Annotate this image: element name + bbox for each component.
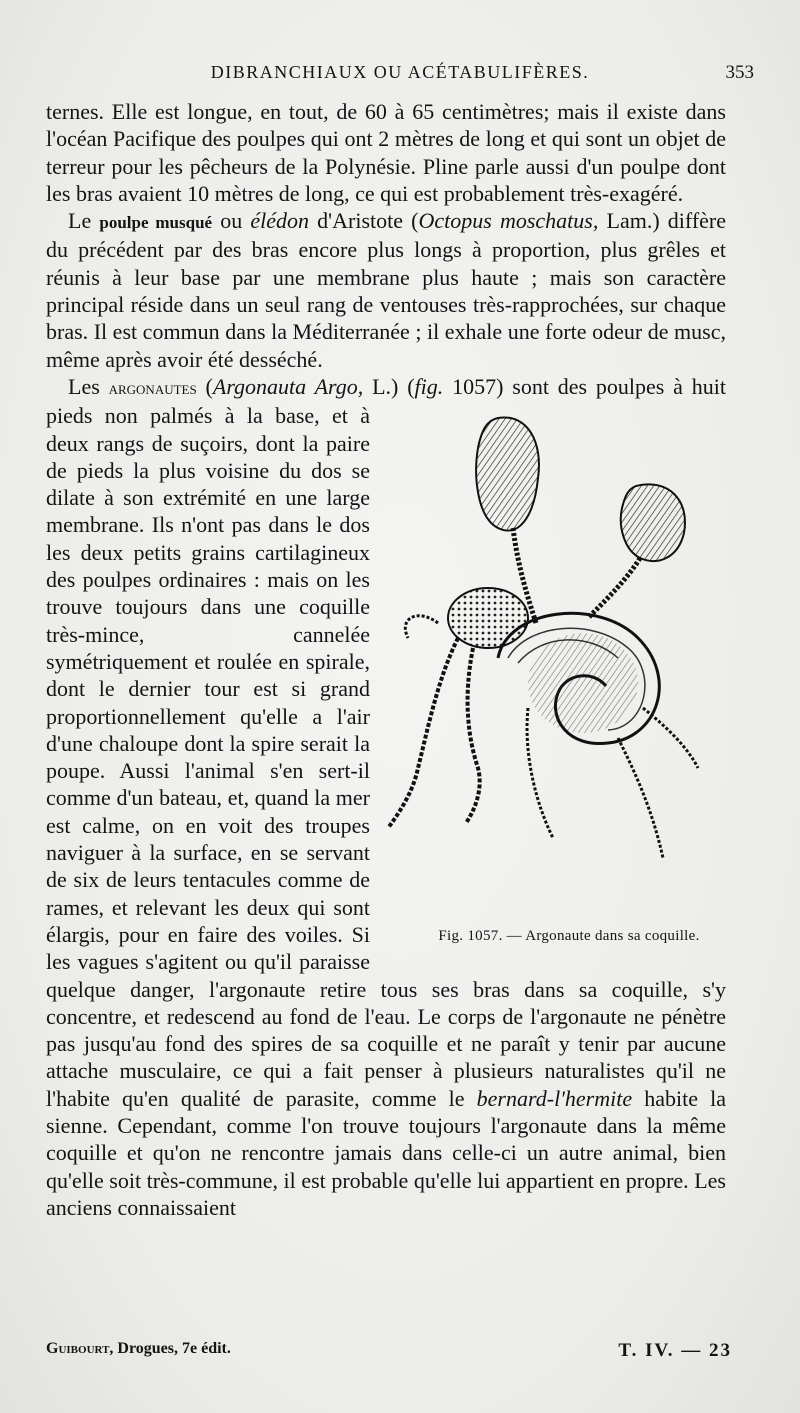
- p3-fig-ref: fig.: [414, 373, 444, 399]
- figure-1057: [378, 408, 738, 950]
- running-head: DIBRANCHIAUX OU ACÉTABULIFÈRES.: [210, 62, 590, 82]
- footer-signature: T. IV. — 23: [618, 1340, 732, 1361]
- page-number: 353: [725, 62, 754, 83]
- page-footer: [46, 1340, 732, 1364]
- p2-rest: Lam.) diffère du précédent par des bras encore plus longs à proportion, plus grêles et réunis à leur base par une membrane plus haute ; mais son caractère principal réside dans un seul rang de ventouses très-rapprochées, sur chaque bras. Il est commun dans la Méditerranée ; il exhale une forte odeur de musc, même après avoir été desséché.: [46, 208, 727, 372]
- p2-mid: ou: [212, 208, 251, 234]
- p3-rest2: habite la sienne. Cependant, comme l'on trouve toujours l'argonaute dans la même coquille et qu'on ne rencontre jamais dans celle-ci un autre animal, bien qu'elle soit très-commune, il est probable qu'elle lui appartient en propre. Les anciens connaissaient: [46, 1085, 726, 1220]
- figure-caption: Fig. 1057. — Argonaute dans sa coquille.: [438, 927, 700, 944]
- p2-scientific-name: Octopus moschatus,: [418, 208, 599, 234]
- body-text: [46, 98, 726, 1221]
- p3-authority: L.) (: [363, 373, 415, 399]
- p3-italic-term: bernard-l'hermite: [476, 1085, 633, 1111]
- footer-imprint: [46, 1340, 231, 1358]
- p2-mid2: d'Aristote (: [309, 208, 419, 234]
- footer-author: Guibourt: [46, 1340, 110, 1357]
- p3-rest: sont des poulpes à huit pieds non palmés à la base, et à deux rangs de suçoirs, dont la paire de pieds la plus voisine du dos se dilate à son extrémité en une large membrane. Ils n'ont pas dans le dos les deux petits grains cartilagineux des poulpes ordinaires : mais on les trouve toujours dans une coquille très-mince, cannelée symétriquement et roulée en spirale, dont le dernier tour est si grand proportionnellement qu'elle a l'air d'une chaloupe dont la spire serait la poupe. Aussi l'animal s'en sert-il comme d'un bateau, et, quand la mer est calme, on en voit des troupes naviguer à la surface, en se servant de six de leurs tentacules comme de rames, et relevant les deux qui sont élargis, pour en faire des voiles. Si les vagues s'agitent ou qu'il paraisse quelque danger, l'argonaute retire tous ses bras dans sa coquille, s'y concentre, et redescend au fond de l'eau. Le corps de l'argonaute ne pénètre pas jusqu'au fond des spires de sa coquille et ne paraît y tenir par aucune attache musculaire, ce qui a fait penser à plusieurs naturalistes qu'il ne l'habite qu'en qualité de parasite, comme le: [46, 373, 726, 1111]
- p3-open: (: [196, 373, 213, 399]
- page-header: [46, 62, 754, 86]
- p3-smallcaps-term: argonautes: [108, 377, 197, 399]
- p2-bold-term: poulpe musqué: [99, 213, 213, 233]
- p3-lead: Les: [68, 373, 109, 399]
- argonaut-illustration-icon: [378, 408, 738, 923]
- p3-fig-num: 1057): [443, 373, 504, 399]
- paragraph-1: ternes. Elle est longue, en tout, de 60 à 65 centimètres; mais il existe dans l'océan Pacifique des poulpes qui ont 2 mètres de long et qui sont un objet de terreur pour les pêcheurs de la Polynésie. Pline parle aussi d'un poulpe dont les bras avaient 10 mètres de long, ce qui est probablement très-exagéré.: [46, 99, 726, 206]
- paragraph-3: [46, 373, 726, 1221]
- p2-lead: Le: [68, 208, 100, 234]
- p3-scientific-name: Argonauta Argo,: [212, 373, 364, 399]
- p2-italic-term: élédon: [250, 208, 310, 234]
- paragraph-2: [46, 207, 726, 373]
- footer-edition: , Drogues, 7e édit.: [109, 1340, 231, 1357]
